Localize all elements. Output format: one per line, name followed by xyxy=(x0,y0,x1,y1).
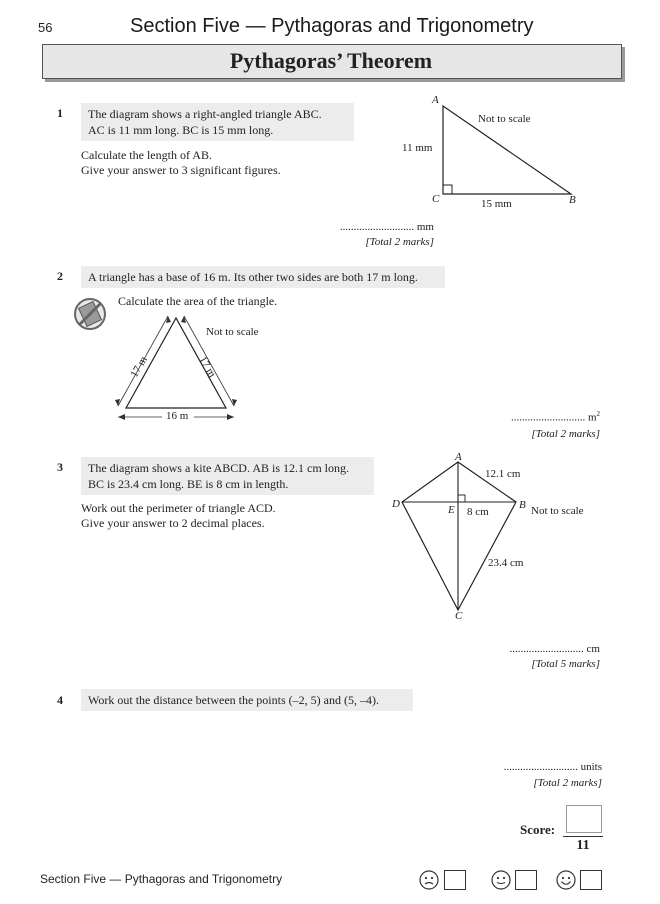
neutral-face-icon xyxy=(490,869,512,891)
question-1-number: 1 xyxy=(57,106,63,120)
question-1-instruction-2: Give your answer to 3 significant figures. xyxy=(81,163,281,177)
question-3-instruction-1: Work out the perimeter of triangle ACD. xyxy=(81,501,276,515)
question-2-answer-text: ........................... m xyxy=(510,411,597,424)
right-angle-marker xyxy=(458,495,465,502)
score-total: 11 xyxy=(576,838,590,853)
no-calculator-icon xyxy=(72,296,108,332)
question-2-prompt xyxy=(81,266,445,288)
q3-vertex-c: C xyxy=(455,610,463,622)
question-2-instruction-1: Calculate the area of the triangle. xyxy=(118,294,278,308)
score-input-box[interactable] xyxy=(566,805,602,833)
question-1-prompt xyxy=(81,103,354,141)
question-3-number: 3 xyxy=(57,460,63,474)
happy-checkbox[interactable] xyxy=(580,870,602,890)
section-title: Section Five — Pythagoras and Trigonometry xyxy=(130,15,534,37)
question-2-number: 2 xyxy=(57,269,63,283)
q3-vertex-e: E xyxy=(448,504,455,516)
question-2-marks: [Total 2 marks] xyxy=(531,428,600,440)
q2-not-to-scale: Not to scale xyxy=(206,326,259,338)
footer-section-title: Section Five — Pythagoras and Trigonometry xyxy=(40,872,283,886)
question-1-marks: [Total 2 marks] xyxy=(365,236,434,248)
question-1-line-1: The diagram shows a right-angled triangle ABC. xyxy=(88,107,322,121)
question-3-prompt xyxy=(81,457,374,495)
q1-not-to-scale: Not to scale xyxy=(478,113,531,125)
q2-base: 16 m xyxy=(166,410,189,422)
score-fraction-line xyxy=(563,836,603,837)
question-3-instructions xyxy=(81,501,276,531)
sad-checkbox[interactable] xyxy=(444,870,466,890)
q3-vertex-b: B xyxy=(519,499,526,511)
question-4-number: 4 xyxy=(57,693,63,707)
happy-face-icon xyxy=(555,869,577,891)
q2-side-right: 17 m xyxy=(196,354,218,380)
question-1-instruction-1: Calculate the length of AB. xyxy=(81,148,212,162)
page-number: 56 xyxy=(38,20,53,35)
question-3-marks: [Total 5 marks] xyxy=(531,658,600,670)
question-3-answer-line[interactable]: ........................... cm xyxy=(509,643,600,655)
question-2-answer-sup: 2 xyxy=(596,410,600,418)
question-4-line-1: Work out the distance between the points (–2, 5) and (5, –4). xyxy=(88,693,379,707)
score-label: Score: xyxy=(520,822,556,837)
q1-side-ac: 11 mm xyxy=(402,142,433,154)
question-2-answer-line[interactable] xyxy=(460,410,600,424)
right-angle-marker xyxy=(443,185,452,194)
q3-vertex-d: D xyxy=(392,498,400,510)
q3-side-ab: 12.1 cm xyxy=(485,468,521,480)
question-3-line-1: The diagram shows a kite ABCD. AB is 12.1 cm long. xyxy=(88,461,349,475)
question-2-line-1: A triangle has a base of 16 m. Its other two sides are both 17 m long. xyxy=(88,270,418,284)
question-4-prompt xyxy=(81,689,413,711)
question-1-instructions xyxy=(81,148,281,178)
question-3-line-2: BC is 23.4 cm long. BE is 8 cm in length. xyxy=(88,477,289,491)
sad-face-icon xyxy=(418,869,440,891)
question-1-answer-line[interactable]: ........................... mm xyxy=(339,221,434,233)
question-1-line-2: AC is 11 mm long. BC is 15 mm long. xyxy=(88,123,274,137)
q1-vertex-c: C xyxy=(432,193,440,205)
q3-not-to-scale: Not to scale xyxy=(531,505,584,517)
q3-side-be: 8 cm xyxy=(467,506,489,518)
q3-side-bc: 23.4 cm xyxy=(488,557,524,569)
q3-vertex-a: A xyxy=(455,451,462,463)
q1-vertex-a: A xyxy=(432,94,439,106)
kite-abcd xyxy=(402,462,516,610)
question-3-instruction-2: Give your answer to 2 decimal places. xyxy=(81,516,265,530)
neutral-checkbox[interactable] xyxy=(515,870,537,890)
q1-vertex-b: B xyxy=(569,194,576,206)
question-4-marks: [Total 2 marks] xyxy=(533,777,602,789)
q1-side-bc: 15 mm xyxy=(481,198,512,210)
question-4-answer-line[interactable]: ........................... units xyxy=(503,761,602,773)
q2-side-left: 17 m xyxy=(128,354,150,380)
page-title: Pythagoras’ Theorem xyxy=(229,48,433,73)
